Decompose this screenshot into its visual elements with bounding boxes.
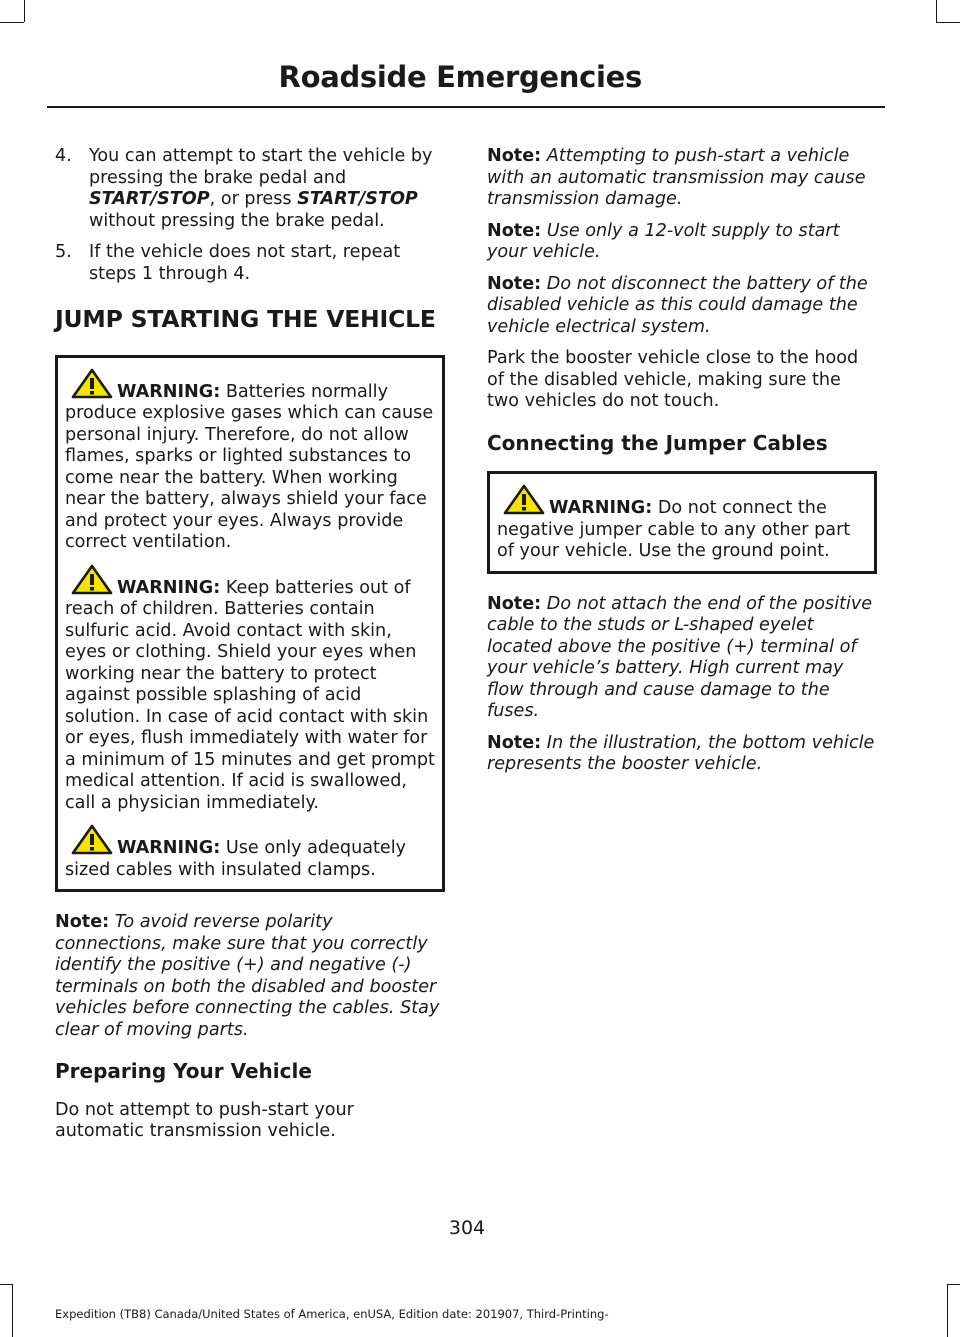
page-header-title: Roadside Emergencies: [278, 60, 642, 94]
note-push-start: [487, 146, 877, 211]
step-5: [55, 242, 445, 285]
warning-ground-point: [497, 484, 867, 563]
control-name: START/STOP: [297, 189, 418, 209]
paragraph-park-booster: Park the booster vehicle close to the hood of the disabled vehicle, making sure the two vehicles do not touch.: [487, 348, 859, 411]
warning-triangle-icon: [71, 368, 113, 399]
step-list: [55, 146, 445, 285]
note-label: Note:: [55, 912, 110, 932]
note-text: Do not attach the end of the positive cable to the studs or L-shaped eyelet located above the positive (+) terminal of your vehicle’s battery. High current may flow through and cause damage to the fuses.: [487, 593, 873, 721]
control-name: START/STOP: [89, 189, 210, 209]
step-text: You can attempt to start the vehicle by pressing the brake pedal and: [89, 146, 433, 188]
warning-triangle-icon: [71, 564, 113, 595]
section-title: JUMP STARTING THE VEHICLE: [55, 305, 436, 333]
note-label: Note:: [487, 146, 542, 166]
crop-mark: [0, 1284, 12, 1285]
crop-mark: [947, 1284, 960, 1285]
warning-text: Use only adequately sized cables with insulated clamps.: [65, 838, 407, 880]
warning-cable-size: [65, 824, 435, 881]
note-text: Use only a 12-volt supply to start your vehicle.: [487, 220, 840, 262]
page-number: 304: [448, 1217, 486, 1239]
warning-text: Do not connect the negative jumper cable to any other part of your vehicle. Use the ground point.: [497, 498, 851, 561]
subsection-title-preparing: Preparing Your Vehicle: [55, 1059, 312, 1083]
note-text: To avoid reverse polarity connections, make sure that you correctly identify the positive (+) and negative (-) terminals on both the disabled and booster vehicles before connecting the cables. Stay clear of moving parts.: [55, 912, 440, 1040]
note-12-volt: [487, 221, 877, 264]
step-text: , or press: [209, 189, 298, 209]
warning-label: WARNING:: [117, 838, 221, 858]
note-disconnect-battery: [487, 274, 877, 339]
note-polarity: [55, 912, 445, 1041]
warning-label: WARNING:: [549, 498, 653, 518]
step-text: If the vehicle does not start, repeat steps 1 through 4.: [89, 242, 401, 284]
step-number: 5.: [55, 242, 72, 262]
warning-box: [55, 355, 445, 893]
header-rule: [47, 106, 885, 108]
crop-mark: [12, 1284, 13, 1337]
crop-mark: [936, 22, 960, 23]
crop-mark: [947, 1284, 948, 1337]
crop-mark: [936, 0, 937, 22]
warning-text: Batteries normally produce explosive gases which can cause personal injury. Therefore, do not allow flames, sparks or lighted substances to come near the battery. When working near the battery, always shield your face and protect your eyes. Always provide correct ventilation.: [65, 381, 434, 552]
note-text: Attempting to push-start a vehicle with an automatic transmission may cause transmission damage.: [487, 146, 866, 209]
crop-mark: [0, 22, 24, 23]
warning-sulfuric-acid: [65, 564, 435, 815]
note-label: Note:: [487, 273, 542, 294]
step-number: 4.: [55, 146, 72, 166]
paragraph-push-start: Do not attempt to push-start your automatic transmission vehicle.: [55, 1099, 354, 1141]
note-illustration: [487, 733, 877, 776]
step-4: [55, 146, 445, 232]
footer-edition-info: Expedition (TB8) Canada/United States of America, enUSA, Edition date: 201907, Third-Printing-: [55, 1307, 609, 1321]
warning-text: Keep batteries out of reach of children. Batteries contain sulfuric acid. Avoid contact with skin, eyes or clothing. Shield your eyes when working near the battery to protect against possible splashing of acid solution. In case of acid contact with skin or eyes, flush immediately with water for a minimum of 15 minutes and get prompt medical attention. If acid is swallowed, call a physician immediately.: [65, 577, 435, 813]
warning-triangle-icon: [503, 484, 545, 515]
note-text: In the illustration, the bottom vehicle represents the booster vehicle.: [487, 732, 875, 774]
warning-explosive-gases: [65, 368, 435, 554]
crop-mark: [24, 0, 25, 22]
note-label: Note:: [487, 593, 542, 614]
warning-triangle-icon: [71, 824, 113, 855]
warning-label: WARNING:: [117, 381, 221, 402]
subsection-title-connecting: Connecting the Jumper Cables: [487, 430, 828, 455]
note-label: Note:: [487, 220, 542, 241]
note-label: Note:: [487, 732, 542, 753]
note-text: Do not disconnect the battery of the disabled vehicle as this could damage the vehicle electrical system.: [487, 273, 868, 337]
note-positive-cable: [487, 594, 877, 723]
step-text: without pressing the brake pedal.: [89, 210, 385, 231]
right-column: [487, 146, 877, 786]
left-column: [55, 146, 445, 1153]
warning-box: [487, 471, 877, 574]
warning-label: WARNING:: [117, 577, 221, 598]
